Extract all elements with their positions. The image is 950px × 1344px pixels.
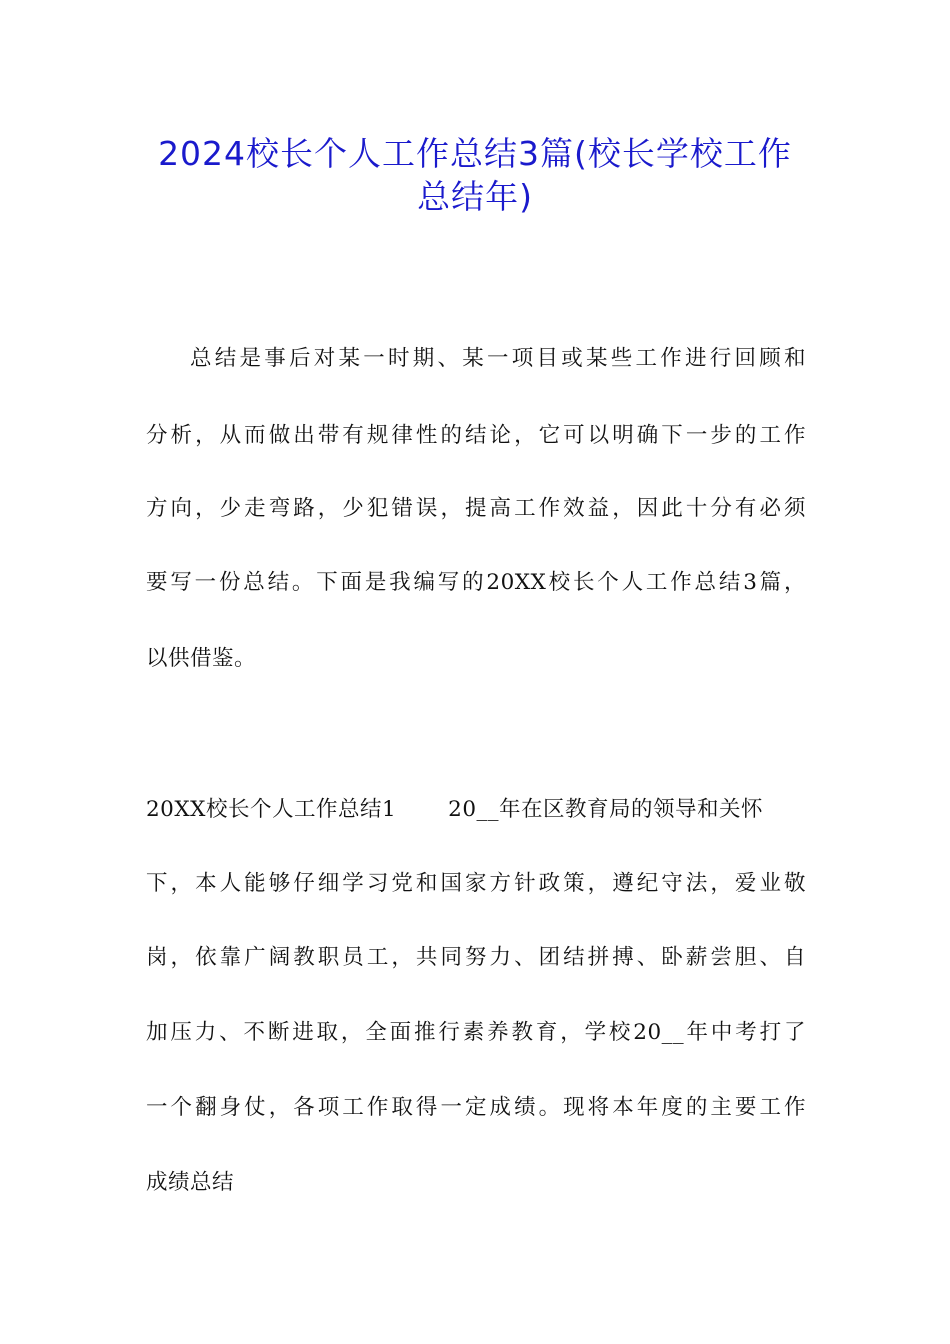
section-1-paragraph-line: 岗，依靠广阔教职员工，共同努力、团结拼搏、卧薪尝胆、自 [146,945,806,970]
section-1-heading: 20XX校长个人工作总结1 [146,797,397,822]
section-1-paragraph-line: 加压力、不断进取，全面推行素养教育，学校20__年中考打了 [146,1020,806,1045]
section-1-paragraph-line: 下，本人能够仔细学习党和国家方针政策，遵纪守法，爱业敬 [146,871,806,896]
section-1-paragraph-line: 成绩总结 [146,1170,235,1195]
document-title-line-2: 总结年) [417,177,533,216]
intro-paragraph-line: 分析，从而做出带有规律性的结论，它可以明确下一步的工作 [146,423,806,448]
intro-paragraph-line: 总结是事后对某一时期、某一项目或某些工作进行回顾和 [190,346,806,371]
section-1-paragraph-line: 一个翻身仗，各项工作取得一定成绩。现将本年度的主要工作 [146,1095,806,1120]
document-title-line-1: 2024校长个人工作总结3篇(校长学校工作 [158,134,792,173]
section-1-first-line [146,795,806,825]
intro-paragraph-line: 方向，少走弯路，少犯错误，提高工作效益，因此十分有必须 [146,496,806,521]
section-1-first-line-text: 20__年在区教育局的领导和关怀 [448,797,764,822]
intro-paragraph-line: 以供借鉴。 [146,646,257,671]
intro-paragraph-line: 要写一份总结。下面是我编写的20XX校长个人工作总结3篇， [146,570,806,595]
